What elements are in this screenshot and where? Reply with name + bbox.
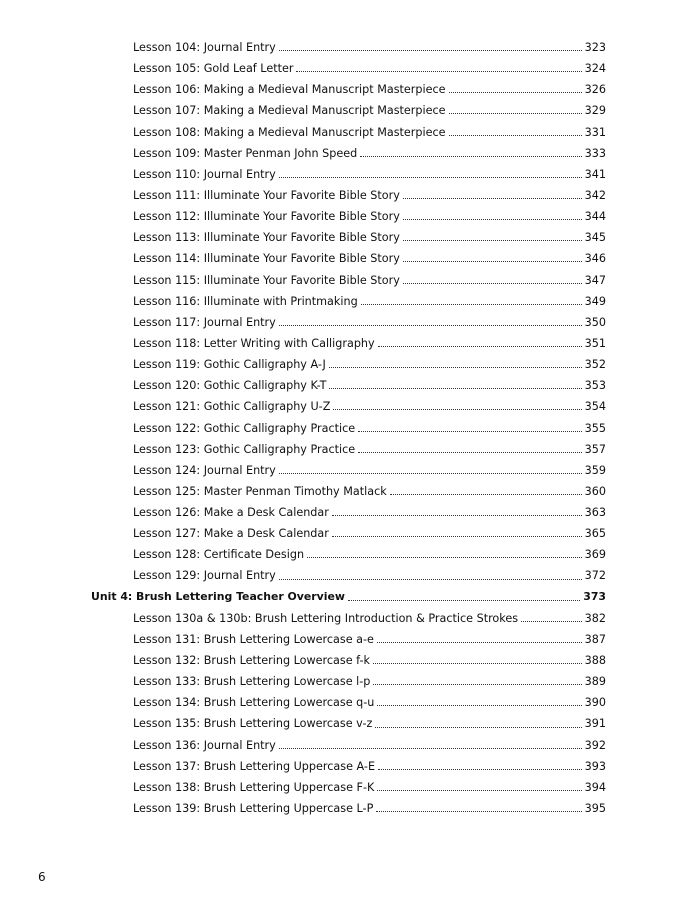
dot-leader bbox=[361, 304, 582, 305]
dot-leader bbox=[377, 705, 581, 706]
toc-lesson-entry bbox=[133, 58, 606, 79]
toc-lesson-entry bbox=[133, 735, 606, 756]
toc-lesson-entry bbox=[133, 671, 606, 692]
toc-entry-title: Lesson 113: Illuminate Your Favorite Bible Story bbox=[133, 231, 400, 245]
toc-entry-page: 388 bbox=[584, 654, 606, 668]
toc-entry-title: Lesson 130a & 130b: Brush Lettering Introduction & Practice Strokes bbox=[133, 611, 519, 625]
table-of-contents bbox=[0, 37, 694, 819]
dot-leader bbox=[358, 431, 581, 432]
toc-entry-page: 331 bbox=[584, 125, 606, 139]
toc-entry-page: 369 bbox=[584, 548, 606, 562]
toc-entry-title: Lesson 139: Brush Lettering Uppercase L-P bbox=[133, 802, 374, 816]
dot-leader bbox=[279, 473, 582, 474]
toc-entry-page: 341 bbox=[584, 167, 606, 181]
dot-leader bbox=[279, 50, 582, 51]
dot-leader bbox=[449, 92, 582, 93]
toc-lesson-entry bbox=[133, 629, 606, 650]
toc-entry-title: Lesson 116: Illuminate with Printmaking bbox=[133, 294, 358, 308]
toc-entry-title: Lesson 112: Illuminate Your Favorite Bible Story bbox=[133, 210, 400, 224]
dot-leader bbox=[373, 684, 581, 685]
dot-leader bbox=[296, 71, 581, 72]
toc-lesson-entry bbox=[133, 692, 606, 713]
dot-leader bbox=[279, 579, 582, 580]
toc-lesson-entry bbox=[133, 333, 606, 354]
toc-entry-page: 326 bbox=[584, 83, 606, 97]
dot-leader bbox=[403, 198, 582, 199]
toc-lesson-entry bbox=[133, 227, 606, 248]
toc-entry-page: 347 bbox=[584, 273, 606, 287]
toc-entry-title: Lesson 131: Brush Lettering Lowercase a-e bbox=[133, 632, 374, 646]
toc-entry-title: Lesson 104: Journal Entry bbox=[133, 40, 276, 54]
toc-entry-title: Lesson 125: Master Penman Timothy Matlack bbox=[133, 484, 387, 498]
toc-lesson-entry bbox=[133, 439, 606, 460]
toc-lesson-entry bbox=[133, 164, 606, 185]
toc-entry-page: 354 bbox=[584, 400, 606, 414]
toc-entry-page: 357 bbox=[584, 442, 606, 456]
toc-entry-page: 395 bbox=[584, 802, 606, 816]
toc-entry-page: 355 bbox=[584, 421, 606, 435]
toc-lesson-entry bbox=[133, 185, 606, 206]
toc-entry-page: 373 bbox=[583, 589, 606, 603]
toc-lesson-entry bbox=[133, 122, 606, 143]
toc-lesson-entry bbox=[133, 143, 606, 164]
toc-lesson-entry bbox=[133, 291, 606, 312]
toc-entry-page: 391 bbox=[584, 717, 606, 731]
toc-entry-page: 346 bbox=[584, 252, 606, 266]
dot-leader bbox=[521, 621, 582, 622]
dot-leader bbox=[279, 325, 582, 326]
toc-entry-page: 390 bbox=[584, 696, 606, 710]
dot-leader bbox=[378, 346, 582, 347]
toc-lesson-entry bbox=[133, 777, 606, 798]
dot-leader bbox=[403, 283, 582, 284]
toc-entry-title: Lesson 135: Brush Lettering Lowercase v-z bbox=[133, 717, 373, 731]
toc-entry-title: Lesson 105: Gold Leaf Letter bbox=[133, 62, 294, 76]
toc-entry-title: Lesson 119: Gothic Calligraphy A-J bbox=[133, 358, 326, 372]
dot-leader bbox=[358, 452, 581, 453]
toc-entry-title: Lesson 128: Certificate Design bbox=[133, 548, 305, 562]
toc-entry-title: Lesson 118: Letter Writing with Calligraphy bbox=[133, 336, 375, 350]
toc-entry-title: Lesson 123: Gothic Calligraphy Practice bbox=[133, 442, 356, 456]
toc-entry-page: 324 bbox=[584, 62, 606, 76]
toc-entry-title: Lesson 122: Gothic Calligraphy Practice bbox=[133, 421, 356, 435]
toc-entry-page: 323 bbox=[584, 40, 606, 54]
dot-leader bbox=[377, 790, 581, 791]
toc-entry-title: Lesson 110: Journal Entry bbox=[133, 167, 276, 181]
toc-entry-title: Lesson 106: Making a Medieval Manuscript Masterpiece bbox=[133, 83, 446, 97]
dot-leader bbox=[377, 642, 582, 643]
toc-entry-title: Lesson 115: Illuminate Your Favorite Bible Story bbox=[133, 273, 400, 287]
toc-lesson-entry bbox=[133, 37, 606, 58]
toc-entry-title: Lesson 108: Making a Medieval Manuscript Masterpiece bbox=[133, 125, 446, 139]
toc-lesson-entry bbox=[133, 100, 606, 121]
toc-entry-page: 389 bbox=[584, 675, 606, 689]
toc-entry-page: 342 bbox=[584, 188, 606, 202]
dot-leader bbox=[329, 388, 581, 389]
toc-entry-title: Lesson 121: Gothic Calligraphy U-Z bbox=[133, 400, 331, 414]
toc-entry-title: Lesson 111: Illuminate Your Favorite Bible Story bbox=[133, 188, 400, 202]
toc-lesson-entry bbox=[133, 206, 606, 227]
dot-leader bbox=[279, 177, 582, 178]
toc-entry-title: Lesson 133: Brush Lettering Lowercase l-p bbox=[133, 675, 371, 689]
dot-leader bbox=[373, 663, 582, 664]
toc-entry-title: Lesson 129: Journal Entry bbox=[133, 569, 276, 583]
toc-lesson-entry bbox=[133, 270, 606, 291]
toc-entry-title: Lesson 127: Make a Desk Calendar bbox=[133, 527, 329, 541]
toc-entry-page: 363 bbox=[584, 506, 606, 520]
toc-entry-page: 387 bbox=[584, 632, 606, 646]
dot-leader bbox=[333, 409, 581, 410]
toc-lesson-entry bbox=[133, 714, 606, 735]
dot-leader bbox=[307, 557, 582, 558]
toc-entry-page: 333 bbox=[584, 146, 606, 160]
toc-lesson-entry bbox=[133, 502, 606, 523]
toc-lesson-entry bbox=[133, 460, 606, 481]
toc-lesson-entry bbox=[133, 798, 606, 819]
toc-lesson-entry bbox=[133, 248, 606, 269]
page-number: 6 bbox=[38, 870, 46, 884]
toc-lesson-entry bbox=[133, 566, 606, 587]
toc-entry-title: Lesson 136: Journal Entry bbox=[133, 738, 276, 752]
toc-lesson-entry bbox=[133, 650, 606, 671]
toc-entry-page: 353 bbox=[584, 379, 606, 393]
toc-entry-title: Lesson 109: Master Penman John Speed bbox=[133, 146, 358, 160]
toc-entry-page: 372 bbox=[584, 569, 606, 583]
toc-entry-title: Lesson 124: Journal Entry bbox=[133, 463, 276, 477]
toc-entry-page: 365 bbox=[584, 527, 606, 541]
toc-lesson-entry bbox=[133, 481, 606, 502]
dot-leader bbox=[403, 219, 582, 220]
dot-leader bbox=[390, 494, 582, 495]
dot-leader bbox=[378, 769, 582, 770]
toc-lesson-entry bbox=[133, 354, 606, 375]
toc-lesson-entry bbox=[133, 544, 606, 565]
toc-entry-page: 394 bbox=[584, 780, 606, 794]
toc-entry-title: Lesson 132: Brush Lettering Lowercase f-k bbox=[133, 654, 371, 668]
toc-entry-title: Lesson 114: Illuminate Your Favorite Bible Story bbox=[133, 252, 400, 266]
toc-entry-page: 393 bbox=[584, 759, 606, 773]
toc-entry-title: Lesson 138: Brush Lettering Uppercase F-K bbox=[133, 780, 375, 794]
toc-entry-page: 360 bbox=[584, 484, 606, 498]
dot-leader bbox=[332, 515, 582, 516]
toc-lesson-entry bbox=[133, 312, 606, 333]
dot-leader bbox=[375, 727, 581, 728]
toc-entry-page: 345 bbox=[584, 231, 606, 245]
toc-lesson-entry bbox=[133, 375, 606, 396]
dot-leader bbox=[449, 113, 582, 114]
toc-entry-title: Lesson 126: Make a Desk Calendar bbox=[133, 506, 329, 520]
toc-entry-page: 392 bbox=[584, 738, 606, 752]
dot-leader bbox=[403, 261, 582, 262]
toc-unit-entry bbox=[91, 587, 606, 608]
toc-lesson-entry bbox=[133, 418, 606, 439]
toc-entry-page: 329 bbox=[584, 104, 606, 118]
dot-leader bbox=[348, 600, 580, 601]
toc-entry-page: 382 bbox=[584, 611, 606, 625]
dot-leader bbox=[376, 811, 581, 812]
toc-entry-title: Unit 4: Brush Lettering Teacher Overview bbox=[91, 589, 345, 603]
toc-lesson-entry bbox=[133, 79, 606, 100]
toc-entry-page: 349 bbox=[584, 294, 606, 308]
toc-entry-page: 350 bbox=[584, 315, 606, 329]
toc-lesson-entry bbox=[133, 756, 606, 777]
toc-entry-page: 351 bbox=[584, 336, 606, 350]
toc-entry-title: Lesson 137: Brush Lettering Uppercase A-E bbox=[133, 759, 376, 773]
toc-lesson-entry bbox=[133, 396, 606, 417]
dot-leader bbox=[279, 748, 582, 749]
toc-entry-page: 352 bbox=[584, 358, 606, 372]
toc-entry-title: Lesson 134: Brush Lettering Lowercase q-u bbox=[133, 696, 375, 710]
toc-entry-title: Lesson 117: Journal Entry bbox=[133, 315, 276, 329]
toc-lesson-entry bbox=[133, 523, 606, 544]
toc-entry-page: 359 bbox=[584, 463, 606, 477]
dot-leader bbox=[360, 156, 581, 157]
toc-lesson-entry bbox=[133, 608, 606, 629]
dot-leader bbox=[332, 536, 582, 537]
toc-entry-title: Lesson 120: Gothic Calligraphy K-T bbox=[133, 379, 327, 393]
toc-entry-page: 344 bbox=[584, 210, 606, 224]
dot-leader bbox=[329, 367, 582, 368]
toc-entry-title: Lesson 107: Making a Medieval Manuscript Masterpiece bbox=[133, 104, 446, 118]
dot-leader bbox=[449, 135, 582, 136]
dot-leader bbox=[403, 240, 582, 241]
